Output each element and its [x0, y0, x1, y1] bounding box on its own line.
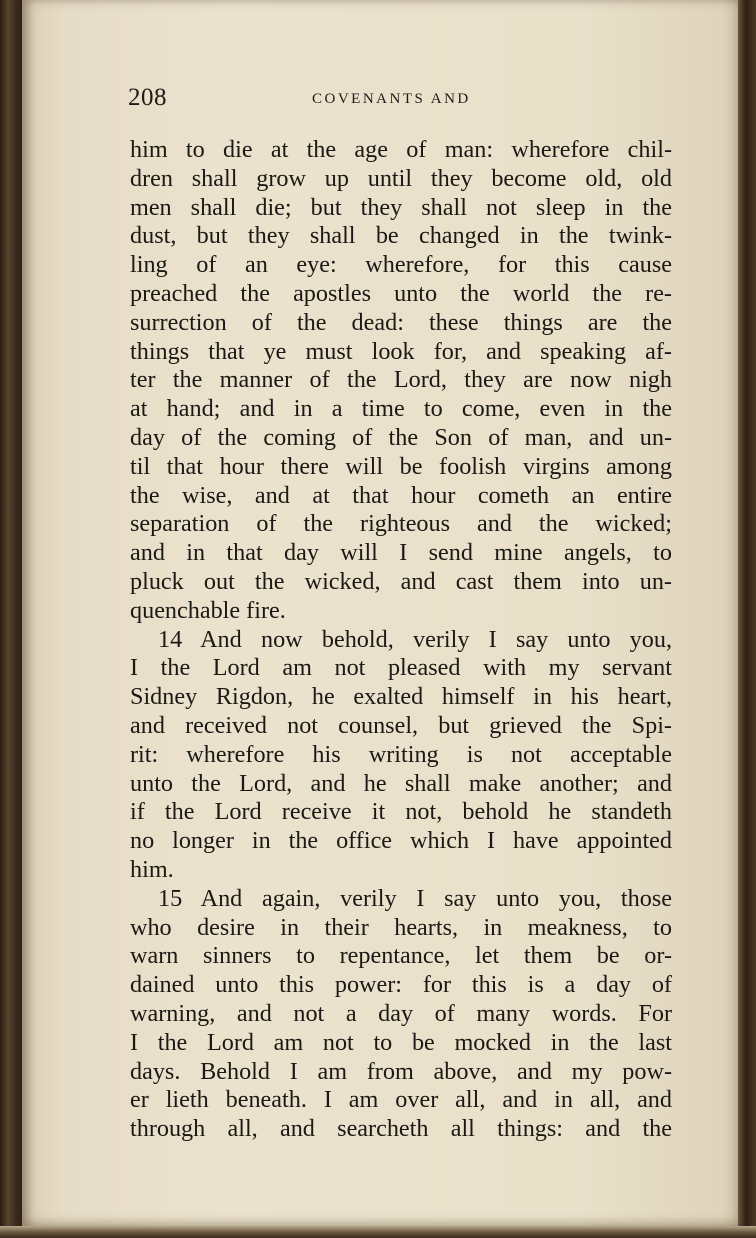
text-line: ling of an eye: wherefore, for this cause — [130, 251, 672, 279]
text-line: who desire in their hearts, in meakness, to — [130, 913, 672, 941]
text-line: Sidney Rigdon, he exalted himself in his heart, — [130, 683, 672, 711]
text-line: dren shall grow up until they become old, old — [130, 164, 672, 192]
text-line: pluck out the wicked, and cast them into un- — [130, 567, 672, 595]
text-line: days. Behold I am from above, and my pow- — [130, 1057, 672, 1085]
text-line: warning, and not a day of many words. For — [130, 999, 672, 1027]
text-line: no longer in the office which I have appointed — [130, 827, 672, 855]
text-line: if the Lord receive it not, behold he standeth — [130, 798, 672, 826]
text-line: day of the coming of the Son of man, and un- — [130, 423, 672, 451]
text-line: til that hour there will be foolish virgins among — [130, 452, 672, 480]
text-line: preached the apostles unto the world the re- — [130, 279, 672, 307]
page-bottom-edge — [0, 1226, 756, 1238]
page-number: 208 — [128, 84, 167, 111]
text-line: surrection of the dead: these things are the — [130, 308, 672, 336]
text-line: dained unto this power: for this is a day of — [130, 971, 672, 999]
text-line: through all, and searcheth all things: and the — [130, 1115, 672, 1143]
verse-15-start: 15 And again, verily I say unto you, those — [158, 884, 672, 912]
body-text — [130, 136, 672, 1144]
text-line: er lieth beneath. I am over all, and in all, and — [130, 1086, 672, 1114]
text-line: dust, but they shall be changed in the twink- — [130, 222, 672, 250]
book-binding-edge — [738, 0, 756, 1238]
running-head: COVENANTS AND — [312, 91, 471, 107]
text-line: him to die at the age of man: wherefore chil- — [130, 136, 672, 163]
text-line: I the Lord am not pleased with my servant — [130, 654, 672, 682]
paragraph-end-line: quenchable fire. — [130, 596, 286, 624]
paragraph-end-line: him. — [130, 855, 174, 883]
text-line: things that ye must look for, and speaking af- — [130, 337, 672, 365]
text-line: ter the manner of the Lord, they are now nigh — [130, 366, 672, 394]
text-line: and in that day will I send mine angels, to — [130, 539, 672, 567]
verse-14-start: 14 And now behold, verily I say unto you, — [158, 625, 672, 653]
text-line: at hand; and in a time to come, even in the — [130, 395, 672, 423]
text-line: I the Lord am not to be mocked in the last — [130, 1028, 672, 1056]
text-line: men shall die; but they shall not sleep in the — [130, 193, 672, 221]
text-line: and received not counsel, but grieved the Spi- — [130, 711, 672, 739]
text-line: unto the Lord, and he shall make another; and — [130, 769, 672, 797]
page-header — [128, 84, 668, 118]
text-line: separation of the righteous and the wicked; — [130, 510, 672, 538]
text-line: rit: wherefore his writing is not acceptable — [130, 740, 672, 768]
text-line: warn sinners to repentance, let them be or- — [130, 942, 672, 970]
text-line: the wise, and at that hour cometh an entire — [130, 481, 672, 509]
